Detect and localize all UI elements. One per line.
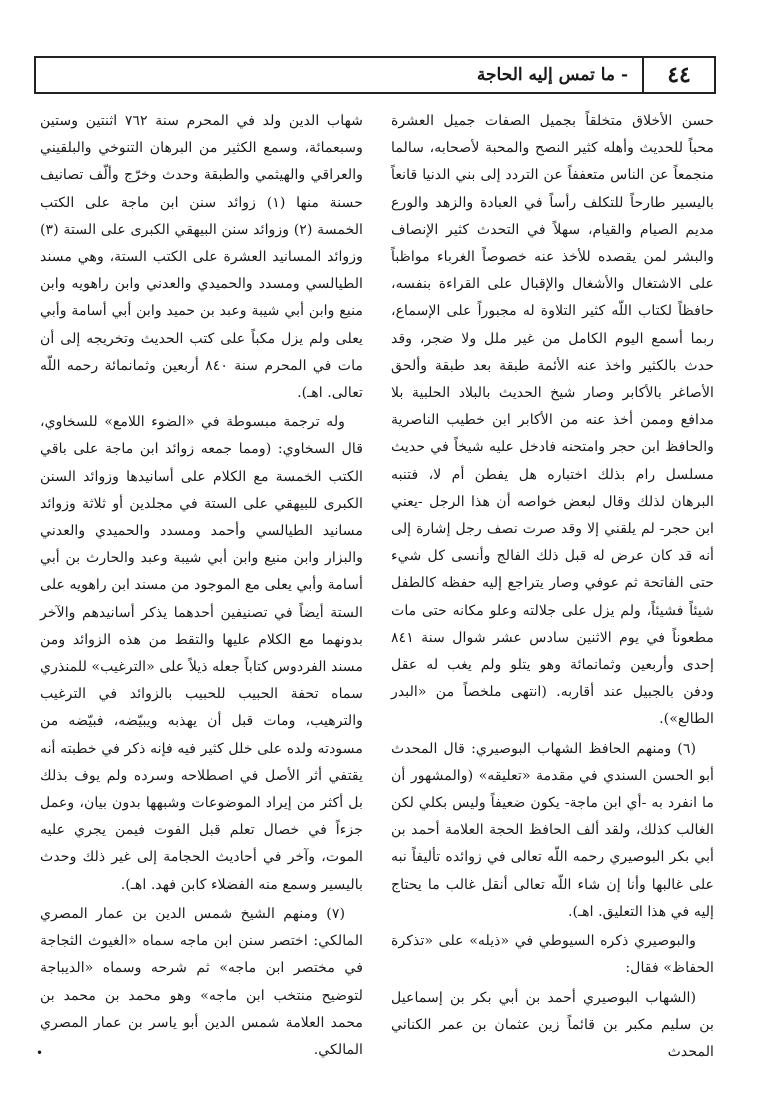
running-title: - ما تمس إليه الحاجة bbox=[476, 65, 628, 85]
paragraph: (٦) ومنهم الحافظ الشهاب البوصيري: قال المحدث أبو الحسن السندي في مقدمة «تعليقه» (والمشهور أن ما انفرد به -أي ابن ماجة- يكون ضعيفاً وليس بكلي لكن الغالب كذلك، ولقد ألف الحافظ الحجة العلامة أحمد بن أبي بكر البوصيري رحمه اللّه تعالى في زوائده تأليفاً نبه على غالبها وأنا إن شاء اللّه تعالى أنقل غالب ما يحتاج إليه في هذا التعليق. اهـ). bbox=[391, 740, 714, 920]
left-column bbox=[40, 108, 363, 1058]
page-header bbox=[34, 56, 716, 94]
paragraph: حسن الأخلاق متخلقاً بجميل الصفات جميل العشرة محباً للحديث وأهله كثير النصح والمحبة لأصحابه، سالما منجمعاً عن الناس متعففاً عن التردد إلى بني الدنيا قانعاً باليسير طارحاً للتكلف رأساً في العبادة والزهد والورع مديم الصيام والقيام، سهلاً في التحدث كثير الإنصاف والبشر لمن يقصده للأخذ عنه خصوصاً الغرباء مواظباً على الاشتغال والأشغال والإقبال على القراءة بنفسه، حافظاً لكتاب اللّه كثير التلاوة له مجبوراً على الإسماع، ربما أسمع اليوم الكامل من غير ملل ولا ضجر، وقد حدث بالكثير واخذ عنه الأئمة طبقة بعد طبقة وألحق الأصاغر بالأكابر وصار شيخ الحديث بالبلاد الحلبية بلا مدافع وممن أخذ عنه من الأكابر ابن خطيب الناصرية والحافظ ابن حجر وامتحنه فادخل عليه شيخاً في حديث مسلسل رام بذلك اختباره هل يفطن أم لا، فتنبه البرهان لذلك وقال لبعض خواصه أن هذا الرجل -يعني ابن حجر- لم يلقني إلا وقد صرت نصف رجل إشارة إلى أنه قد كان عرض له قبل ذلك الفالج وأنسى كل شيء حتى الفاتحة ثم عوفي وصار يتراجع إليه حفظه كالطفل شيئاً فشيئاً، ولم يزل على جلالته وعلو مكانه حتى مات مطعوناً في يوم الاثنين سادس عشر شوال سنة ٨٤١ إحدى وأربعين وثمانمائة وهو يتلو ولم يغب له عقل ودفن بالجبيل عند أقاربه. (انتهى ملخصاً من «البدر الطالع»). bbox=[391, 113, 714, 728]
page-number: ٤٤ bbox=[642, 58, 714, 92]
paragraph: (٧) ومنهم الشيخ شمس الدين بن عمار المصري المالكي: اختصر سنن ابن ماجه سماه «الغيوث الثجاجة في مختصر ابن ماجه» ثم شرحه وسماه «الديباجة لتوضيح منتخب ابن ماجه» وهو محمد بن محمد بن محمد العلامة شمس الدين أبو ياسر بن عمار المصري المالكي. bbox=[40, 905, 363, 1058]
paragraph: والبوصيري ذكره السيوطي في «ذيله» على «تذكرة الحفاظ» فقال: bbox=[391, 933, 714, 977]
margin-dot: • bbox=[36, 1046, 44, 1060]
right-column bbox=[391, 108, 714, 1058]
paragraph: شهاب الدين ولد في المحرم سنة ٧٦٢ اثنتين وستين وسبعمائة، وسمع الكثير من البرهان التنوخي والبلقيني والعراقي والهيثمي والطبقة وحدث وخرّج وألّف تصانيف حسنة منها (١) زوائد سنن ابن ماجة على الكتب الخمسة (٢) وزوائد سنن البيهقي الكبرى على الستة (٣) وزوائد المسانيد العشرة على الكتب الستة، وهي مسند الطيالسي ومسدد والحميدي والعدني وابن راهويه وابن منيع وابن أبي شيبة وعبد بن حميد وابن أبي أسامة وأبي يعلى ولم يزل مكباً على كتب الحديث وتخريجه إلى أن مات في المحرم سنة ٨٤٠ أربعين وثمانمائة رحمه اللّه تعالى. اهـ). bbox=[40, 113, 363, 402]
paragraph: وله ترجمة مبسوطة في «الضوء اللامع» للسخاوي، قال السخاوي: (ومما جمعه زوائد ابن ماجة على باقي الكتب الخمسة مع الكلام على أسانيدها وزوائد السنن الكبرى للبيهقي على الستة في مجلدين أو ثلاثة وزوائد مسانيد الطيالسي وأحمد ومسدد والحميدي والعدني والبزار وابن منيع وابن أبي شيبة وعبد والحارث بن أبي أسامة وأبي يعلى مع الموجود من مسند ابن راهويه على الستة أيضاً في تصنيفين أحدهما يذكر أسانيدهم والآخر بدونهما مع الكلام عليها والتقط من هذه الزوائد ومن مسند الفردوس كتاباً جعله ذيلاً على «الترغيب» للمنذري سماه تحفة الحبيب للحبيب بالزوائد في الترغيب والترهيب، ومات قبل أن يهذبه ويبيّضه، فبيّضه من مسودته ولده على خلل كثير فيه فإنه ذكر في خطبته أنه يقتفي أثر الأصل في اصطلاحه وسرده ولم يوف بذلك بل أكثر من إيراد الموضوعات وشبهها بدون بيان، وعمل جزءاً في خصال تعلم قبل الفوت فيمن يجري عليه الموت، وآخر في أحاديث الحجامة إلى غير ذلك وحدث باليسير وسمع منه الفضلاء كابن فهد. اهـ). bbox=[40, 414, 363, 893]
paragraph: (الشهاب البوصيري أحمد بن أبي بكر بن إسماعيل بن سليم مكبر بن قائماً زين عثمان بن عمر الكناني المحدث bbox=[391, 989, 714, 1060]
text-columns bbox=[40, 108, 714, 1058]
